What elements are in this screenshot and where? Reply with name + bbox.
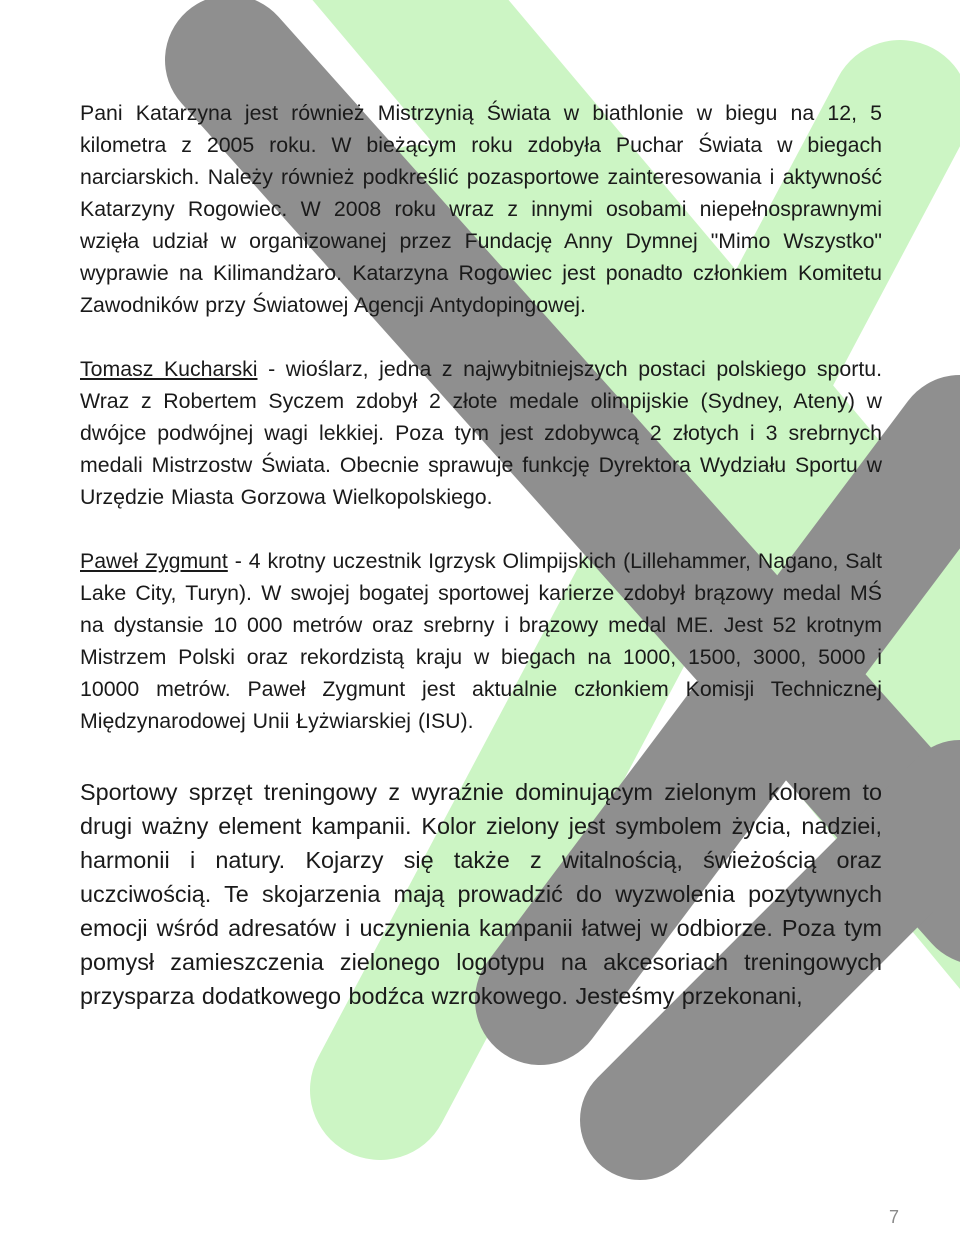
paragraph-equipment: Sportowy sprzęt treningowy z wyraźnie dominującym zielonym kolorem to drugi ważny element kampanii. Kolor zielony jest symbolem życia, nadziei, harmonii i natury. Kojarzy się także z witalnością, świeżością oraz uczciwością. Te skojarzenia mają prowadzić do wyzwolenia pozytywnych emocji wśród adresatów i uczynienia kampanii łatwej w odbiorze. Poza tym pomysł zamieszczenia zielonego logotypu na akcesoriach treningowych przysparza dodatkowego bodźca wzrokowego. Jesteśmy przekonani, bbox=[80, 779, 882, 1009]
paragraph-zygmunt-text: - 4 krotny uczestnik Igrzysk Olimpijskich (Lillehammer, Nagano, Salt Lake City, Turyn). W swojej bogatej sportowej karierze zdobył brązowy medal MŚ na dystansie 10 000 metrów oraz srebrny i brązowy medal ME. Jest 52 krotnym Mistrzem Polski oraz rekordzistą kraju w biegach na 1000, 1500, 3000, 5000 i 10000 metrów. Paweł Zygmunt jest aktualnie członkiem Komisji Technicznej Międzynarodowej Unii Łyżwiarskiej (ISU). bbox=[80, 549, 882, 733]
athlete-name-zygmunt: Paweł Zygmunt bbox=[80, 549, 228, 573]
athlete-name-kucharski: Tomasz Kucharski bbox=[80, 357, 258, 381]
page-number: 7 bbox=[889, 1207, 900, 1227]
document-body bbox=[80, 97, 882, 1013]
paragraph-zygmunt bbox=[80, 545, 882, 737]
paragraph-rogowiec: Pani Katarzyna jest również Mistrzynią Świata w biathlonie w biegu na 12, 5 kilometra z 2005 roku. W bieżącym roku zdobyła Puchar Świata w biegach narciarskich. Należy również podkreślić pozasportowe zainteresowania i aktywność Katarzyny Rogowiec. W 2008 roku wraz z innymi osobami niepełnosprawnymi wzięła udział w organizowanej przez Fundację Anny Dymnej "Mimo Wszystko" wyprawie na Kilimandżaro. Katarzyna Rogowiec jest ponadto członkiem Komitetu Zawodników przy Światowej Agencji Antydopingowej. bbox=[80, 101, 882, 317]
paragraph-kucharski-text: - wioślarz, jedna z najwybitniejszych postaci polskiego sportu. Wraz z Robertem Syczem zdobył 2 złote medale olimpijskie (Sydney, Ateny) w dwójce podwójnej wagi lekkiej. Poza tym jest zdobywcą 2 złotych i 3 srebrnych medali Mistrzostw Świata. Obecnie sprawuje funkcję Dyrektora Wydziału Sportu w Urzędzie Miasta Gorzowa Wielkopolskiego. bbox=[80, 357, 882, 509]
paragraph-kucharski bbox=[80, 353, 882, 513]
